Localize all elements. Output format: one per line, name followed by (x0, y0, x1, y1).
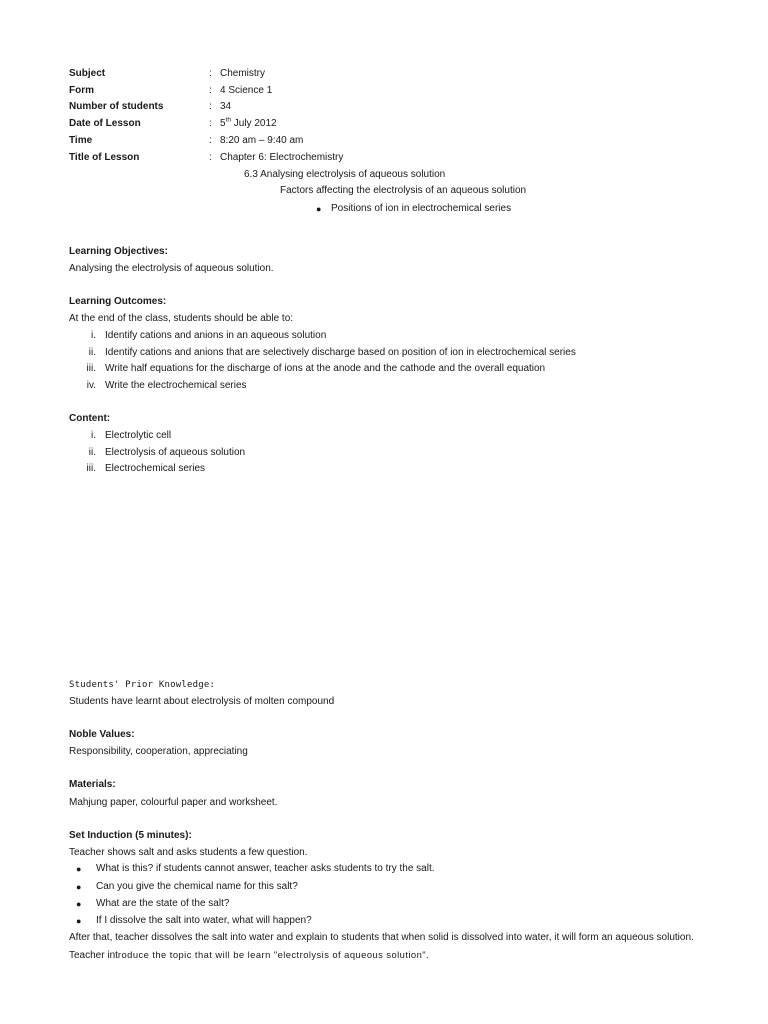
outcome-number: i. (91, 330, 96, 341)
form-label: Form (69, 85, 94, 96)
set-induction-heading: Set Induction (5 minutes): (69, 830, 192, 841)
noble-values-text: Responsibility, cooperation, appreciating (69, 746, 248, 757)
content-heading: Content: (69, 413, 111, 424)
title-bullet-icon: ● (316, 204, 322, 214)
content-item: Electrochemical series (105, 463, 206, 474)
time-colon: : (209, 135, 212, 146)
subject-value: Chemistry (220, 68, 266, 79)
bullet-icon: ● (76, 899, 82, 909)
set-induction-intro: Teacher shows salt and asks students a few question. (69, 847, 308, 858)
form-colon: : (209, 85, 212, 96)
students-colon: : (209, 101, 212, 112)
date-label: Date of Lesson (69, 118, 141, 129)
title-subtopic: 6.3 Analysing electrolysis of aqueous solution (244, 169, 446, 180)
title-label: Title of Lesson (69, 152, 140, 163)
outcomes-heading: Learning Outcomes: (69, 296, 167, 307)
materials-heading: Materials: (69, 779, 116, 790)
prior-knowledge-text: Students have learnt about electrolysis of molten compound (69, 696, 335, 707)
induction-bullet: Can you give the chemical name for this salt? (96, 881, 298, 892)
outcome-number: iv. (86, 380, 96, 391)
content-number: i. (91, 430, 96, 441)
set-induction-after: After that, teacher dissolves the salt into water and explain to students that when solid is dissolved into water, it will form an aqueous solution. (69, 932, 694, 943)
form-value: 4 Science 1 (220, 85, 273, 96)
subject-label: Subject (69, 68, 106, 79)
time-label: Time (69, 135, 93, 146)
outcome-item: Identify cations and anions in an aqueous solution (105, 330, 327, 341)
time-value: 8:20 am – 9:40 am (220, 135, 304, 146)
date-suffix: th (225, 116, 231, 124)
outcome-number: ii. (88, 347, 96, 358)
induction-bullet: If I dissolve the salt into water, what will happen? (96, 915, 312, 926)
outcome-item: Write half equations for the discharge of ions at the anode and the cathode and the overall equation (105, 363, 546, 374)
outcomes-intro: At the end of the class, students should be able to: (69, 313, 294, 324)
date-day: 5 (220, 118, 226, 129)
materials-text: Mahjung paper, colourful paper and worksheet. (69, 797, 278, 808)
bullet-icon: ● (76, 882, 82, 892)
bullet-icon: ● (76, 864, 82, 874)
outcome-number: iii. (86, 363, 96, 374)
objectives-text: Analysing the electrolysis of aqueous solution. (69, 263, 274, 274)
bullet-icon: ● (76, 916, 82, 926)
date-colon: : (209, 118, 212, 129)
induction-bullet: What are the state of the salt? (96, 898, 230, 909)
students-value: 34 (220, 101, 232, 112)
content-item: Electrolysis of aqueous solution (105, 447, 246, 458)
subject-colon: : (209, 68, 212, 79)
induction-bullet: What is this? if students cannot answer, teacher asks students to try the salt. (96, 863, 435, 874)
set-induction-last-a: Teacher int (69, 950, 118, 961)
outcome-item: Identify cations and anions that are selectively discharge based on position of ion in electrochemical series (105, 347, 576, 358)
objectives-heading: Learning Objectives: (69, 246, 168, 257)
content-number: ii. (88, 447, 96, 458)
set-induction-last-b: roduce the topic that will be learn "electrolysis of aqueous solution". (117, 949, 430, 960)
date-value (220, 116, 277, 133)
content-item: Electrolytic cell (105, 430, 172, 441)
date-rest: July 2012 (230, 118, 277, 129)
set-induction-last (69, 947, 429, 965)
prior-knowledge-heading: Students' Prior Knowledge: (69, 680, 216, 690)
title-value: Chapter 6: Electrochemistry (220, 152, 344, 163)
outcome-item: Write the electrochemical series (105, 380, 247, 391)
title-subsubtopic: Factors affecting the electrolysis of an aqueous solution (280, 185, 527, 196)
title-bullet-text: Positions of ion in electrochemical series (331, 203, 512, 214)
title-colon: : (209, 152, 212, 163)
students-label: Number of students (69, 101, 164, 112)
content-number: iii. (86, 463, 96, 474)
noble-values-heading: Noble Values: (69, 729, 135, 740)
